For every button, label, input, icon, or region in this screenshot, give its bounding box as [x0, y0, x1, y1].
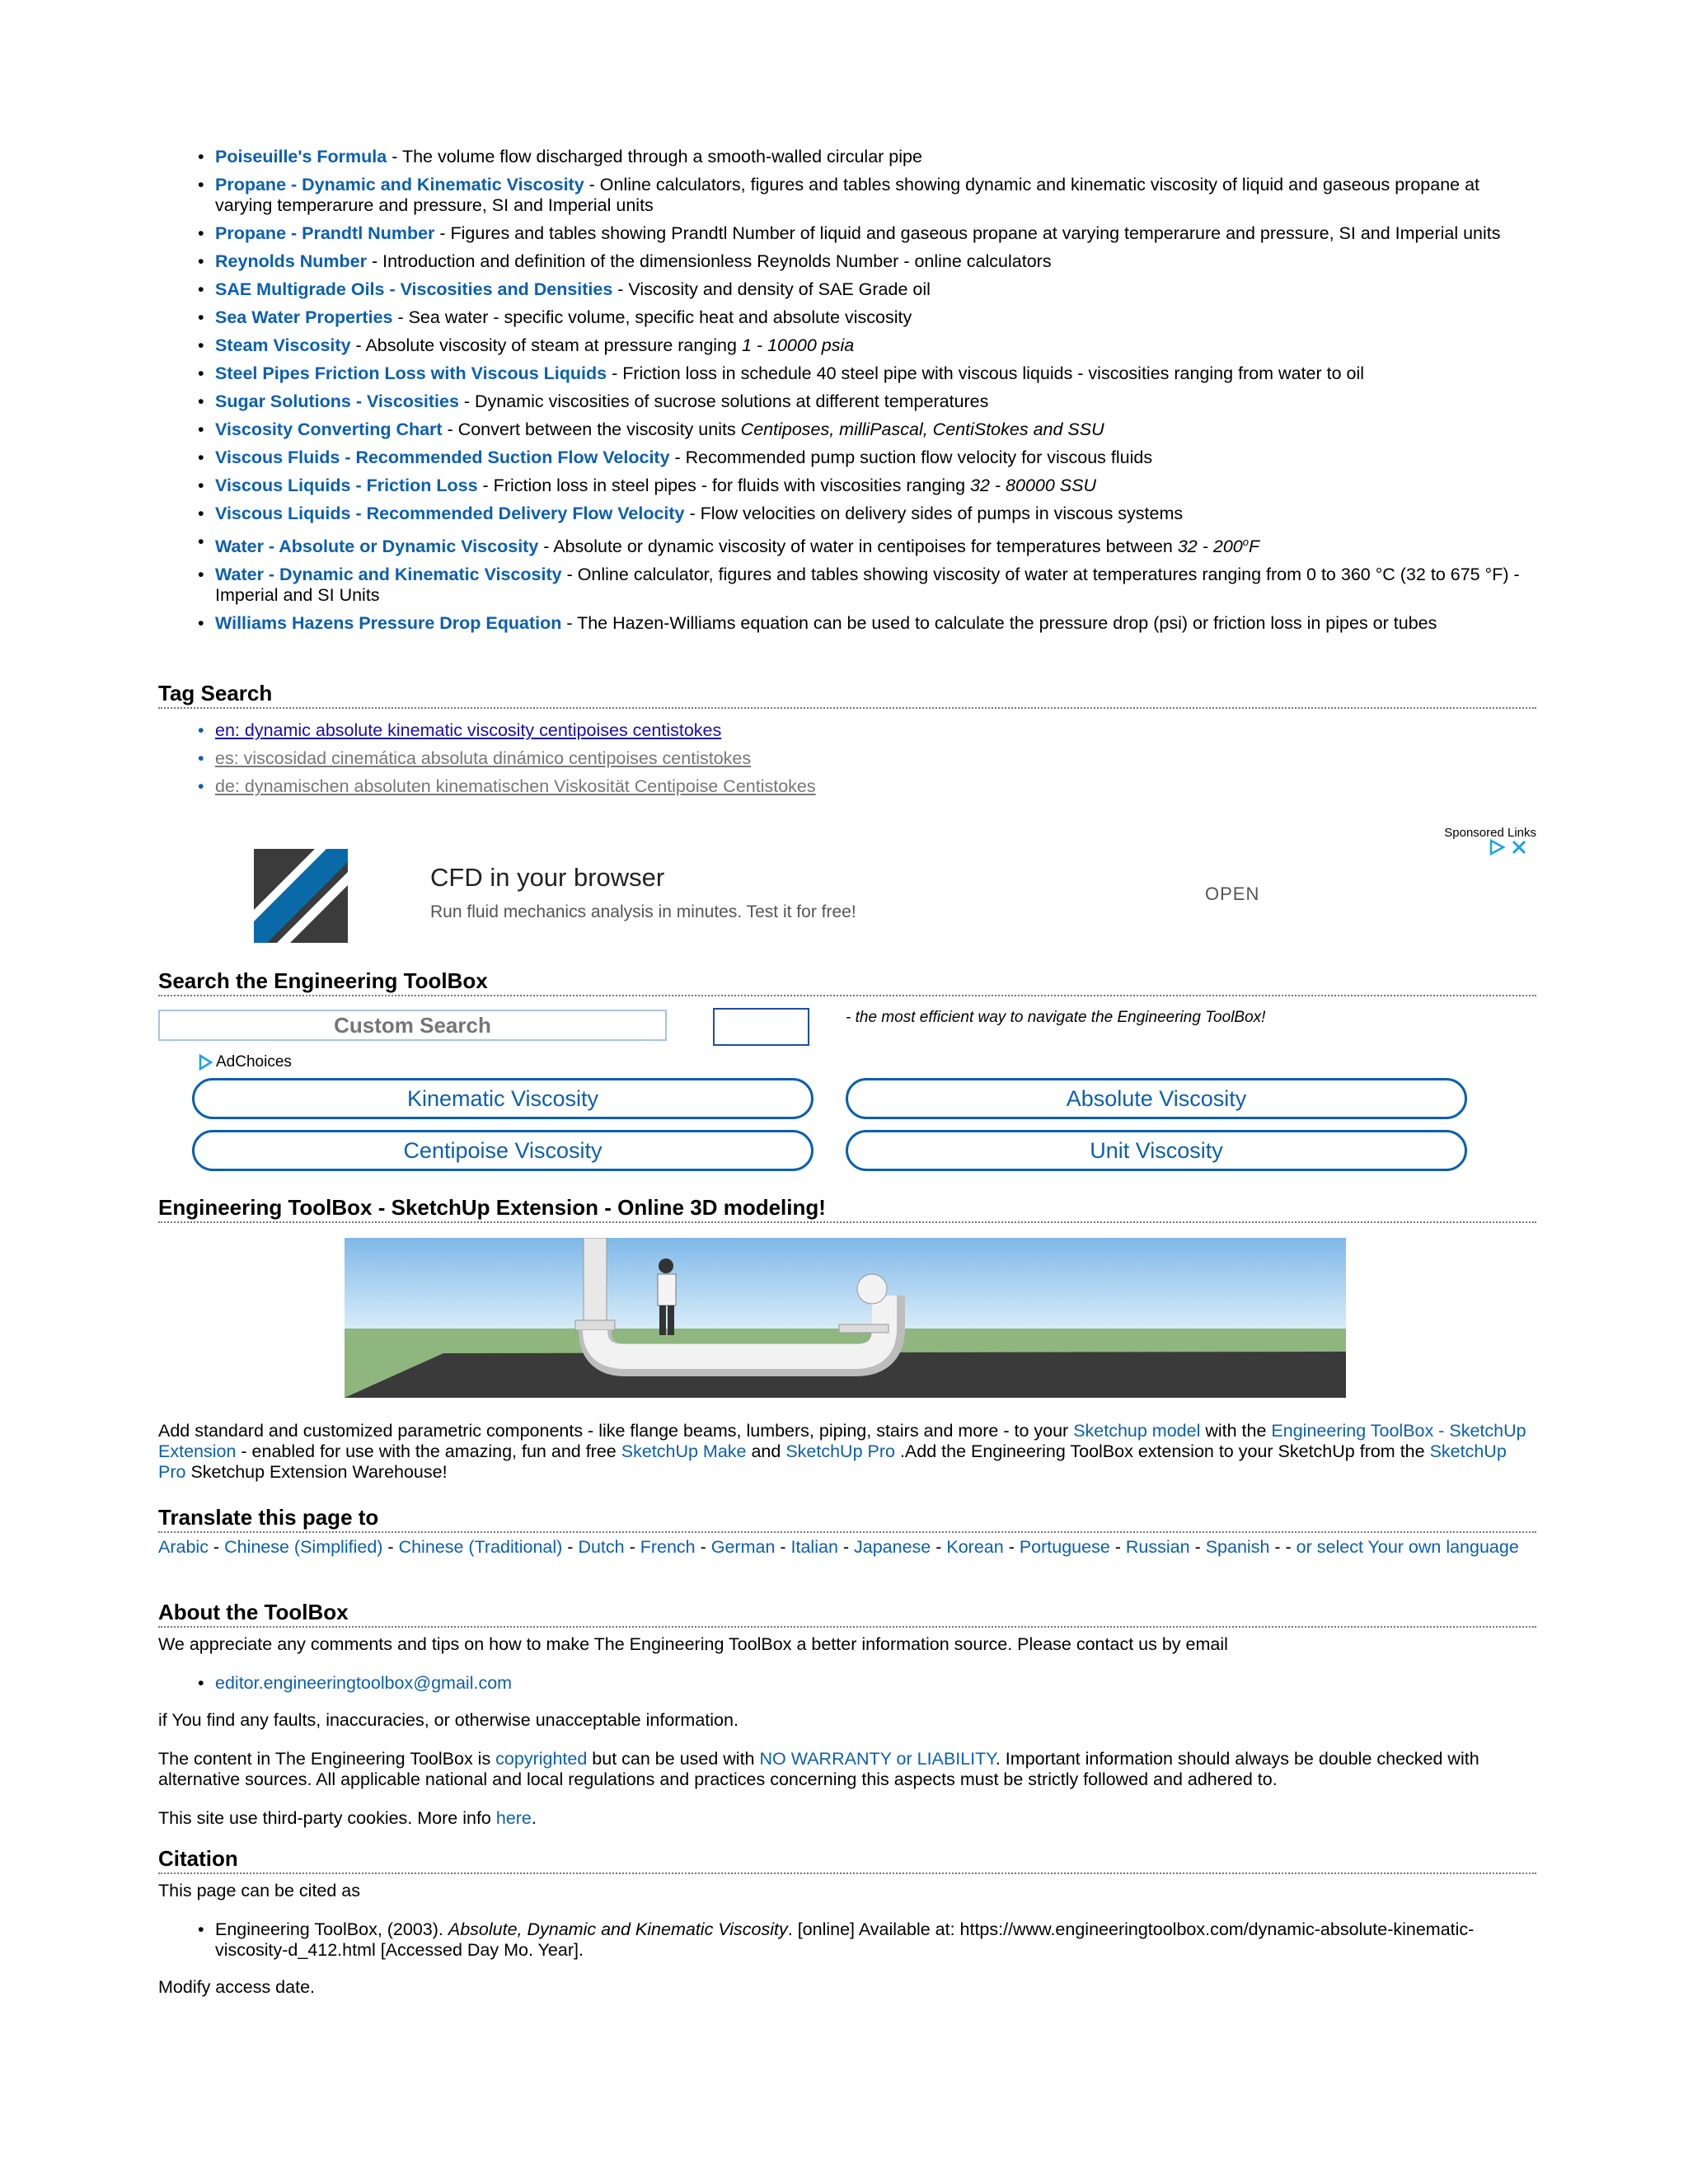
language-link[interactable]: French [640, 1537, 696, 1557]
sketchup-section [158, 1195, 1536, 1223]
sketchup-description: Add standard and customized parametric components - like flange beams, lumbers, piping, stairs and more - to your Sketchup model with the Engineering ToolBox - SketchUp Extension - enabled for use with the amazing, fun and free SketchUp Make and SketchUp Pro .Add the Engineering ToolBox extension to your SketchUp from the SketchUp Pro Sketchup Extension Warehouse! [158, 1421, 1526, 1482]
tag-search-heading: Tag Search [158, 681, 1536, 709]
citation-item: • Engineering ToolBox, (2003). Absolute, Dynamic and Kinematic Viscosity. [online] Available at: https://www.engineeringtoolbox.com/dynamic-absolute-kinematic-viscosity-d_412.html [Accessed Day Mo. Year]. [158, 1919, 1536, 1961]
modify-date-text: Modify access date. [158, 1977, 316, 1997]
adchoices[interactable]: AdChoices [198, 1052, 292, 1072]
tag-item[interactable]: • es: viscosidad cinemática absoluta dinámico centipoises centistokes [158, 748, 1536, 769]
language-link[interactable]: Russian [1125, 1537, 1190, 1557]
related-link-item: • Viscosity Converting Chart - Convert between the viscosity units Centiposes, milliPascal, CentiStokes and SSU [158, 419, 1536, 440]
ad-logo [254, 849, 348, 943]
related-link-item: • Steam Viscosity - Absolute viscosity of steam at pressure ranging 1 - 10000 psia [158, 335, 1536, 356]
email-item [158, 1673, 1536, 1694]
related-link-item: • Sugar Solutions - Viscosities - Dynamic viscosities of sucrose solutions at different temperatures [158, 391, 1536, 412]
sketchup-model-link[interactable]: Sketchup model [1073, 1421, 1201, 1441]
related-link[interactable]: Sugar Solutions - Viscosities [215, 391, 459, 411]
tag-list [158, 720, 1536, 797]
cookies-info-link[interactable]: here [495, 1808, 532, 1828]
related-link[interactable]: Water - Dynamic and Kinematic Viscosity [215, 565, 562, 585]
language-link[interactable]: Japanese [854, 1537, 931, 1557]
related-link[interactable]: Sea Water Properties [215, 307, 393, 327]
related-link-item: • Viscous Liquids - Recommended Delivery Flow Velocity - Flow velocities on delivery sides of pumps in viscous systems [158, 504, 1536, 524]
faults-text: if You find any faults, inaccuracies, or otherwise unacceptable information. [158, 1710, 738, 1730]
absolute-viscosity-button[interactable]: Absolute Viscosity [846, 1078, 1467, 1119]
adchoices-icon [198, 1054, 213, 1071]
related-list [158, 147, 1536, 634]
related-link[interactable]: Propane - Dynamic and Kinematic Viscosity [215, 175, 584, 194]
related-link-item: • Williams Hazens Pressure Drop Equation - The Hazen-Williams equation can be used to calculate the pressure drop (psi) or friction loss in pipes or tubes [158, 613, 1536, 634]
kinematic-viscosity-button[interactable]: Kinematic Viscosity [192, 1078, 814, 1119]
search-submit-button[interactable] [713, 1008, 809, 1046]
search-tagline: - the most efficient way to navigate the Engineering ToolBox! [846, 1009, 1266, 1026]
related-link[interactable]: Reynolds Number [215, 251, 367, 271]
language-link[interactable]: Spanish [1205, 1537, 1270, 1557]
citation-list [158, 1919, 1536, 1961]
related-link[interactable]: Viscous Liquids - Recommended Delivery Flow Velocity [215, 504, 685, 523]
own-language-link[interactable]: or select Your own language [1296, 1537, 1519, 1557]
language-link[interactable]: Italian [790, 1537, 838, 1557]
sketchup-make-link[interactable]: SketchUp Make [621, 1441, 747, 1461]
tag-search-section [158, 681, 1536, 804]
related-link[interactable]: Poiseuille's Formula [215, 147, 387, 166]
citation-intro: This page can be cited as [158, 1881, 361, 1900]
ad-open-button[interactable]: OPEN [1205, 883, 1260, 904]
related-link-item: • Water - Absolute or Dynamic Viscosity - Absolute or dynamic viscosity of water in centipoises for temperatures between 32 - 200$^o$F [158, 532, 1536, 557]
related-link-item: • Propane - Prandtl Number - Figures and tables showing Prandtl Number of liquid and gaseous propane at varying temperarure and pressure, SI and Imperial units [158, 223, 1536, 244]
translate-heading: Translate this page to [158, 1505, 1536, 1533]
ad-title[interactable]: CFD in your browser [430, 863, 665, 892]
related-link[interactable]: Propane - Prandtl Number [215, 223, 435, 243]
related-link[interactable]: Steam Viscosity [215, 335, 351, 355]
sketchup-image[interactable] [345, 1238, 1346, 1398]
sketchup-pro-link[interactable]: SketchUp Pro [785, 1441, 895, 1461]
email-link[interactable]: editor.engineeringtoolbox@gmail.com [215, 1673, 513, 1693]
language-link[interactable]: Portuguese [1019, 1537, 1110, 1557]
related-link[interactable]: SAE Multigrade Oils - Viscosities and Densities [215, 279, 613, 299]
warranty-link[interactable]: NO WARRANTY or LIABILITY [759, 1749, 996, 1769]
related-link[interactable]: Steel Pipes Friction Loss with Viscous Liquids [215, 363, 607, 383]
language-links: Arabic - Chinese (Simplified) - Chinese (Traditional) - Dutch - French - German - Italian - Japanese - Korean - Portuguese - Russian - Spanish - - or select Your own language [158, 1537, 1519, 1557]
copyright-link[interactable]: copyrighted [495, 1749, 588, 1769]
toolbox-extension-link[interactable]: Engineering ToolBox - SketchUp Extension [158, 1421, 1526, 1461]
email-list [158, 1673, 1536, 1694]
ad-banner[interactable] [198, 849, 1536, 972]
related-link[interactable]: Viscous Fluids - Recommended Suction Flow Velocity [215, 448, 670, 467]
sketchup-pro-warehouse-link[interactable]: SketchUp Pro [158, 1441, 1507, 1482]
language-link[interactable]: Chinese (Simplified) [224, 1537, 383, 1557]
about-section [158, 1600, 1536, 1829]
sponsored-label: Sponsored Links [1444, 826, 1536, 840]
unit-viscosity-button[interactable]: Unit Viscosity [846, 1130, 1467, 1171]
language-link[interactable]: German [710, 1537, 776, 1557]
about-text: We appreciate any comments and tips on how to make The Engineering ToolBox a better information source. Please contact us by email [158, 1634, 1228, 1654]
related-link[interactable]: Viscous Liquids - Friction Loss [215, 476, 478, 495]
language-link[interactable]: Korean [946, 1537, 1004, 1557]
related-links [158, 147, 1536, 641]
content-disclaimer: The content in The Engineering ToolBox is copyrighted but can be used with NO WARRANTY or LIABILITY. Important information should always be double checked with alternative sources. All applicable national and local regulations and practices concerning this aspects must be strictly followed and adhered to. [158, 1749, 1479, 1789]
search-section [158, 968, 1536, 996]
related-link-item: • Steel Pipes Friction Loss with Viscous Liquids - Friction loss in schedule 40 steel pipe with viscous liquids - viscosities ranging from water to oil [158, 363, 1536, 384]
cookies-text: This site use third-party cookies. More info here. [158, 1808, 537, 1828]
centipoise-viscosity-button[interactable]: Centipoise Viscosity [192, 1130, 814, 1171]
custom-search-input[interactable] [158, 1010, 667, 1041]
related-link-item: • Water - Dynamic and Kinematic Viscosity - Online calculator, figures and tables showing viscosity of water at temperatures ranging from 0 to 360 °C (32 to 675 °F) - Imperial and SI Units [158, 565, 1536, 606]
search-heading: Search the Engineering ToolBox [158, 968, 1536, 996]
tag-item[interactable]: • en: dynamic absolute kinematic viscosity centipoises centistokes [158, 720, 1536, 741]
related-link-item: • Propane - Dynamic and Kinematic Viscosity - Online calculators, figures and tables showing dynamic and kinematic viscosity of liquid and gaseous propane at varying temperarure and pressure, SI and Imperial units [158, 175, 1536, 216]
related-link-item: • Viscous Liquids - Friction Loss - Friction loss in steel pipes - for fluids with viscosities ranging 32 - 80000 SSU [158, 476, 1536, 496]
language-link[interactable]: Chinese (Traditional) [398, 1537, 563, 1557]
related-link-item: • SAE Multigrade Oils - Viscosities and Densities - Viscosity and density of SAE Grade oil [158, 279, 1536, 300]
related-link[interactable]: Viscosity Converting Chart [215, 419, 443, 439]
citation-section [158, 1846, 1536, 1998]
related-link-item: • Viscous Fluids - Recommended Suction Flow Velocity - Recommended pump suction flow velocity for viscous fluids [158, 448, 1536, 468]
language-link[interactable]: Arabic [158, 1537, 209, 1557]
tag-item[interactable]: • de: dynamischen absoluten kinematischen Viskosität Centipoise Centistokes [158, 776, 1536, 797]
related-link[interactable]: Williams Hazens Pressure Drop Equation [215, 613, 562, 634]
sketchup-heading: Engineering ToolBox - SketchUp Extension - Online 3D modeling! [158, 1195, 1536, 1223]
ad-subtitle[interactable]: Run fluid mechanics analysis in minutes. Test it for free! [430, 902, 856, 921]
related-link[interactable]: Water - Absolute or Dynamic Viscosity [215, 537, 539, 557]
citation-heading: Citation [158, 1846, 1536, 1874]
about-heading: About the ToolBox [158, 1600, 1536, 1628]
language-link[interactable]: Dutch [578, 1537, 625, 1557]
related-link-item: • Reynolds Number - Introduction and definition of the dimensionless Reynolds Number - online calculators [158, 251, 1536, 272]
related-link-item: • Sea Water Properties - Sea water - specific volume, specific heat and absolute viscosity [158, 307, 1536, 328]
translate-section [158, 1505, 1536, 1558]
related-link-item: • Poiseuille's Formula - The volume flow discharged through a smooth-walled circular pipe [158, 147, 1536, 167]
